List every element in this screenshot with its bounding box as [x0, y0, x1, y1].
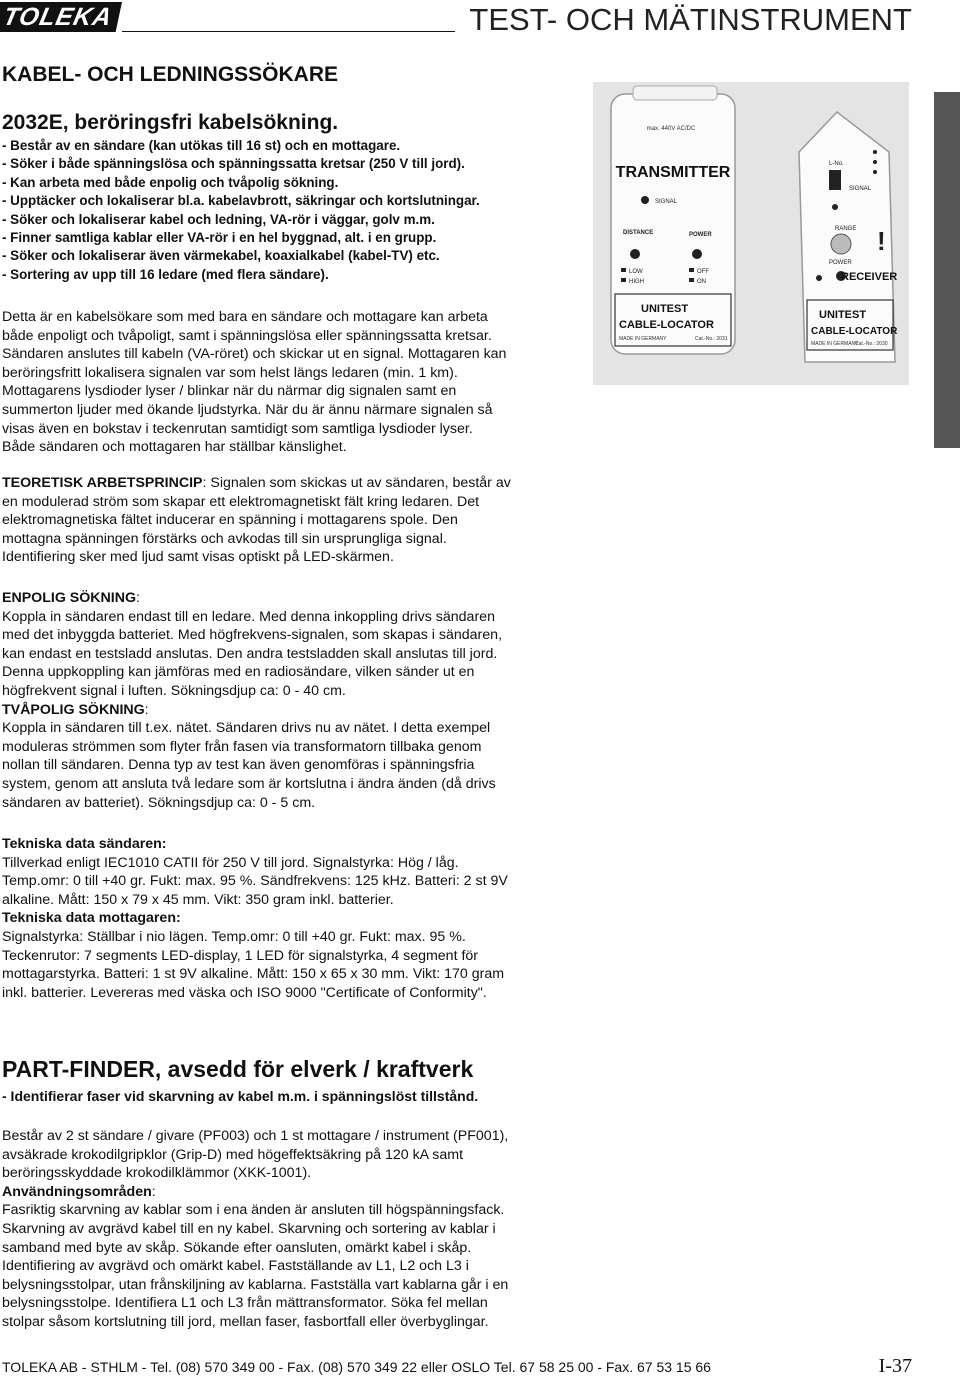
receiver-model: CABLE-LOCATOR [811, 326, 898, 337]
text-line: Temp.omr: 0 till +40 gr. Fukt: max. 95 %. Sändfrekvens: 125 kHz. Batteri: 2 st 9V [2, 873, 508, 890]
feature-item: - Finner samtliga kablar eller VA-rör i en hel byggnad, alt. i en grupp. [2, 230, 437, 246]
transmitter-cat-label: Cat.-No.: 2031 [695, 336, 728, 342]
theory-paragraph [2, 474, 511, 567]
text-line: Sändaren anslutes till kabeln (VA-röret) och skickar ut en signal. Mottagaren kan [2, 346, 507, 363]
tvapolig-label: TVÅPOLIG SÖKNING [2, 701, 145, 718]
text-line: kan endast en testsladd anslutas. Den andra testsladden skall anslutas till jord. [2, 645, 498, 662]
description-paragraph [2, 308, 506, 457]
footer-contact: TOLEKA AB - STHLM - Tel. (08) 570 349 00 - Fax. (08) 570 349 22 eller OSLO Tel. 67 58 25 00 - Fax. 67 53 15 66 [2, 1359, 711, 1375]
tech-sender-label: Tekniska data sändaren: [2, 836, 167, 852]
receiver-display [829, 170, 841, 190]
receiver-power-label: POWER [829, 260, 852, 266]
text-line: beröringsfritt lokalisera signalen var som helst längs ledaren (min. 1 km). [2, 364, 458, 381]
text-line: Denna uppkoppling kan jämföras med en radiosändare, vilken sänder ut en [2, 664, 475, 681]
feature-item: - Söker och lokaliserar kabel och ledning, VA-rör i väggar, golv m.m. [2, 211, 435, 227]
feature-item: - Sortering av upp till 16 ledare (med flera sändare). [2, 266, 329, 282]
text-line [2, 909, 508, 928]
product-photo [593, 82, 909, 385]
transmitter-distance-label: DISTANCE [623, 230, 654, 236]
text-line: belysningsstolpe. Identifiera L1 och L3 från mättransformator. Söka fel mellan [2, 1295, 488, 1312]
text-line: Skarvning av avgrävd kabel till en ny kabel. Skarvning och sortering av kablar i [2, 1220, 496, 1237]
text-line: moduleras strömmen som flyter från fasen via transformatorn tillbaka genom [2, 738, 482, 755]
text-line: avsäkrade krokodilgripklor (Grip-D) med högeffektsäkring på 120 kA samt [2, 1146, 464, 1163]
toleka-logo: TOLEKA [0, 2, 122, 32]
feature-list [2, 137, 480, 284]
text-line: system, genom att ansluta två ledare som är kortslutna i ändra änden (då drivs [2, 775, 496, 792]
text-line: visas även en bokstav i teckenrutan samtidigt som samtliga lysdioder lyser. [2, 420, 473, 437]
feature-item: - Söker och lokaliserar även värmekabel, koaxialkabel (kabel-TV) etc. [2, 248, 440, 264]
theory-first-line: : Signalen som skickas ut av sändaren, består av [202, 475, 511, 491]
text-line: Detta är en kabelsökare som med bara en sändare och mottagare kan arbeta [2, 309, 488, 325]
transmitter-low-label: LOW [629, 269, 643, 275]
text-line: högfrekvent signal i luften. Sökningsdjup ca: 0 - 40 cm. [2, 682, 346, 699]
text-line: Består av 2 st sändare / givare (PF003) och 1 st mottagare / instrument (PF001), [2, 1128, 509, 1144]
text-line: sändaren av batteriet). Sökningsdjup ca: 0 - 5 cm. [2, 794, 316, 811]
transmitter-top [633, 86, 717, 100]
side-tab-marker [934, 92, 960, 448]
text-line [2, 589, 502, 608]
text-line [2, 474, 511, 493]
receiver-lno-label: L-No. [829, 161, 844, 167]
label-suffix: : [151, 1183, 156, 1200]
text-line: nollan till sändaren. Denna typ av test kan även genomföras i spänningsfria [2, 757, 475, 774]
text-line: Signalstyrka: Ställbar i nio lägen. Temp.omr: 0 till +40 gr. Fukt: max. 95 %. [2, 928, 466, 945]
text-line: belysningsstolpar, utan frånskiljning av kablarna. Fastställa vart kablarna går i en [2, 1276, 509, 1293]
theory-label: TEORETISK ARBETSPRINCIP [2, 475, 203, 491]
text-line [2, 1183, 508, 1202]
transmitter-body [611, 94, 735, 354]
transmitter-voltage-label: max. 440V AC/DC [646, 126, 696, 132]
text-line: Fasriktig skarvning av kablar som i ena änden är ansluten till högspänningsfack. [2, 1202, 505, 1219]
tech-receiver-label: Tekniska data mottagaren: [2, 910, 181, 927]
feature-item: - Består av en sändare (kan utökas till 16 st) och en mottagare. [2, 138, 401, 153]
feature-item: - Kan arbeta med både enpolig och tvåpolig sökning. [2, 174, 339, 190]
transmitter-signal-label: SIGNAL [655, 199, 678, 205]
svg-text:!: ! [877, 226, 886, 256]
text-line: stolpar såsom kortslutning till jord, mellan faser, fasbortfall eller överbyglingar. [2, 1313, 489, 1330]
text-line: summerton ljuder med ökande ljudstyrka. När du är ännu närmare signalen så [2, 401, 493, 418]
partfinder-body [2, 1127, 508, 1332]
product-title: 2032E, beröringsfri kabelsökning. [2, 111, 339, 134]
transmitter-power-button [692, 249, 702, 259]
receiver-range-label: RANGE [835, 226, 857, 232]
transmitter-distance-button [630, 249, 640, 259]
text-line: mottagna spänningen förstärks och avkodas till sin ursprungliga signal. [2, 530, 447, 547]
transmitter-model: CABLE-LOCATOR [619, 319, 714, 331]
receiver-brand: UNITEST [819, 309, 867, 321]
page-number: I-37 [878, 1355, 912, 1377]
text-line: Koppla in sändaren endast till en ledare. Med denna inkoppling drivs sändaren [2, 608, 495, 625]
text-line: Teckenrutor: 7 segments LED-display, 1 LED för signalstyrka, 4 segment för [2, 947, 479, 964]
feature-item: - Upptäcker och lokaliserar bl.a. kabelavbrott, säkringar och kortslutningar. [2, 193, 480, 209]
transmitter-signal-led [641, 196, 649, 204]
partfinder-title: PART-FINDER, avsedd för elverk / kraftverk [2, 1056, 474, 1082]
text-line: elektromagnetiska fältet inducerar en spänning i mottagarens spole. Den [2, 512, 458, 529]
text-line: Koppla in sändaren till t.ex. nätet. Sändaren drivs nu av nätet. I detta exempel [2, 720, 491, 737]
label-suffix: : [144, 701, 149, 718]
receiver-range-knob [831, 234, 851, 254]
usage-label: Användningsområden [2, 1183, 152, 1200]
transmitter-high-label: HIGH [629, 279, 644, 285]
receiver-signal-label: SIGNAL [849, 186, 872, 192]
transmitter-on-label: ON [697, 279, 706, 285]
text-line: Både sändaren och mottagaren har ställbar känslighet. [2, 439, 347, 456]
section-title: KABEL- OCH LEDNINGSSÖKARE [2, 63, 339, 86]
receiver-cat-label: Cat.-No.: 2030 [855, 341, 888, 347]
search-methods [2, 589, 502, 812]
transmitter-title: TRANSMITTER [615, 164, 731, 181]
receiver-made-label: MADE IN GERMANY [811, 341, 859, 347]
text-line [2, 701, 502, 720]
header-rule [122, 31, 455, 32]
text-line: samband med byte av skåp. Sökande efter oansluten, omärkt kabel i skåp. [2, 1239, 472, 1256]
text-line: inkl. batterier. Levereras med väska och ISO 9000 "Certificate of Conformity". [2, 984, 487, 1001]
page-header-title: TEST- OCH MÄTINSTRUMENT [469, 2, 912, 37]
partfinder-subtitle: - Identifierar faser vid skarvning av kabel m.m. i spänningslöst tillstånd. [2, 1088, 479, 1104]
cable-locator-illustration [593, 82, 909, 385]
text-line: en modulerad ström som skapar ett elektromagnetiskt fält kring ledaren. Det [2, 493, 480, 510]
label-suffix: : [136, 590, 140, 606]
feature-item: - Söker i både spänningslösa och spänningssatta kretsar (250 V till jord). [2, 156, 465, 172]
text-line: med det inbyggda batteriet. Med högfrekvens-signalen, som skapas i sändaren, [2, 627, 503, 644]
text-line: Identifiering sker med ljud samt visas optiskt på LED-skärmen. [2, 549, 394, 566]
text-line: Mottagarens lysdioder lyser / blinkar när du närmar dig signalen samt en [2, 383, 457, 400]
text-line: beröringsskyddade krokodilklämmor (XKK-1001). [2, 1165, 312, 1182]
receiver-title: RECEIVER [841, 271, 898, 283]
transmitter-power-label: POWER [689, 232, 712, 238]
enpolig-label: ENPOLIG SÖKNING [2, 590, 137, 606]
text-line: alkaline. Mått: 150 x 79 x 45 mm. Vikt: 350 gram inkl. batterier. [2, 891, 394, 908]
transmitter-off-label: OFF [697, 269, 709, 275]
transmitter-made-label: MADE IN GERMANY [619, 336, 667, 342]
text-line: Tillverkad enligt IEC1010 CATII för 250 V till jord. Signalstyrka: Hög / låg. [2, 854, 459, 871]
transmitter-brand: UNITEST [641, 303, 689, 315]
text-line: Identifiering av avgrävd och omärkt kabel. Fastställande av L1, L2 och L3 i [2, 1258, 469, 1275]
text-line: mottagarstyrka. Batteri: 1 st 9V alkaline. Mått: 150 x 65 x 30 mm. Vikt: 170 gram [2, 966, 505, 983]
text-line: både enpoligt och tvåpoligt, samt i spänningslösa eller spänningssatta kretsar. [2, 327, 492, 344]
technical-data [2, 835, 508, 1002]
text-line [2, 835, 508, 854]
